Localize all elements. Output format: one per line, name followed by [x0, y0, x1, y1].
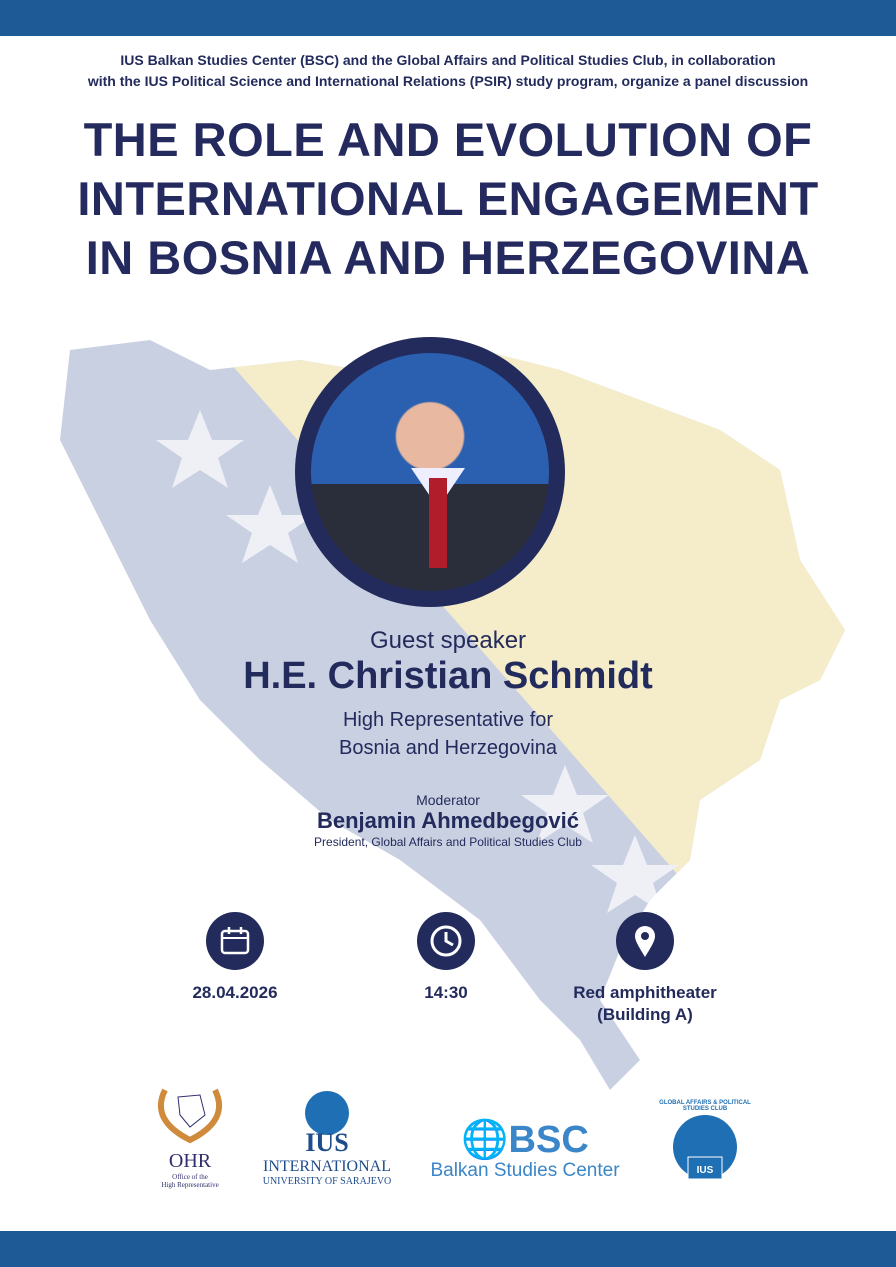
guest-speaker-label: Guest speaker	[369, 627, 527, 654]
time-info: 14:30	[356, 912, 536, 1004]
speaker-photo	[295, 337, 565, 607]
intro-text: IUS Balkan Studies Center (BSC) and the Global Affairs and Political Studies Club, in collaboration with the IUS Political Science and International Relations (PSIR) study program, organize a panel discussion	[87, 52, 809, 89]
ohr-logo: OHR Office of the High Representative	[135, 1085, 245, 1189]
moderator-label: Moderator	[416, 792, 480, 808]
speaker-name: H.E. Christian Schmidt	[243, 655, 653, 697]
event-title: THE ROLE AND EVOLUTION OF INTERNATIONAL ENGAGEMENT IN BOSNIA AND HERZEGOVINA	[77, 113, 819, 284]
bottom-bar	[0, 1231, 896, 1267]
calendar-icon	[206, 912, 264, 970]
globe-people-icon: 🌐	[461, 1119, 509, 1161]
location-info: Red amphitheater (Building A)	[555, 912, 735, 1026]
map-pin-icon	[616, 912, 674, 970]
clock-icon	[417, 912, 475, 970]
club-logo: GLOBAL AFFAIRS & POLITICAL STUDIES CLUB IUS	[650, 1100, 760, 1176]
moderator-role: President, Global Affairs and Political Studies Club	[314, 835, 582, 849]
top-bar	[0, 0, 896, 36]
bsc-logo: 🌐BSC Balkan Studies Center	[430, 1119, 620, 1181]
ius-logo: IUS INTERNATIONAL UNIVERSITY OF SARAJEVO	[262, 1085, 392, 1187]
date-info: 28.04.2026	[145, 912, 325, 1004]
moderator-name: Benjamin Ahmedbegović	[316, 808, 579, 833]
speaker-role: High Representative for Bosnia and Herzegovina	[339, 709, 557, 759]
